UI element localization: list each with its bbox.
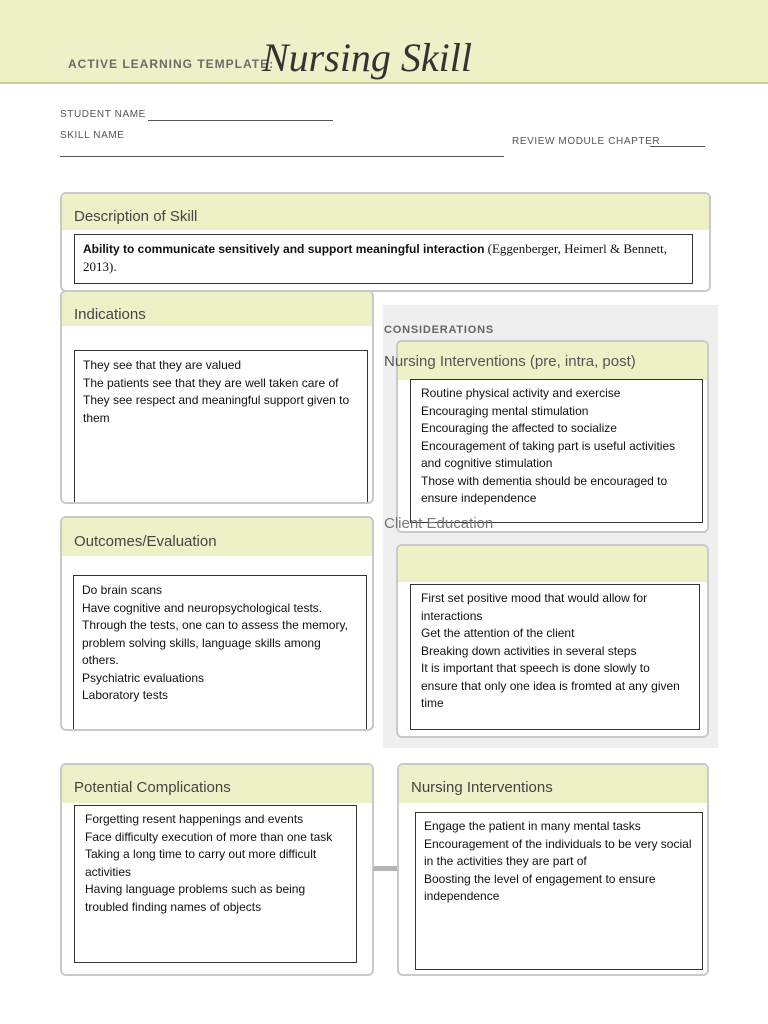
client-education-card bbox=[396, 544, 709, 738]
list-item: First set positive mood that would allow for interactions bbox=[421, 591, 648, 623]
description-card bbox=[60, 192, 711, 292]
connector-bar bbox=[373, 866, 397, 871]
list-item: Psychiatric evaluations bbox=[82, 670, 205, 685]
client-education-title: Client Education bbox=[384, 515, 494, 530]
list-item: The patients see that they are well taken care of bbox=[83, 375, 339, 390]
complications-title: Potential Complications bbox=[62, 765, 372, 803]
client-education-box bbox=[410, 584, 700, 730]
list-item: Have cognitive and neuropsychological tests. bbox=[82, 600, 323, 615]
list-item: Through the tests, one can to assess the memory, problem solving skills, language skills among others. bbox=[82, 618, 348, 667]
list-item: They see that they are valued bbox=[83, 358, 242, 372]
page-title: Nursing Skill bbox=[262, 35, 473, 80]
indications-box bbox=[74, 350, 368, 504]
list-item: Encouraging the affected to socialize bbox=[421, 421, 617, 435]
list-item: Having language problems such as being troubled finding names of objects bbox=[85, 882, 306, 914]
review-module-label: REVIEW MODULE CHAPTER bbox=[512, 136, 661, 147]
nursing-interventions-box bbox=[415, 812, 703, 970]
list-item: Face difficulty execution of more than one task bbox=[85, 829, 333, 844]
review-module-field[interactable] bbox=[650, 146, 705, 147]
description-text: Ability to communicate sensitively and support meaningful interaction bbox=[83, 242, 485, 256]
list-item: Encouragement of taking part is useful activities and cognitive stimulation bbox=[421, 438, 676, 470]
list-item: Forgetting resent happenings and events bbox=[85, 812, 304, 826]
complications-card bbox=[60, 763, 374, 976]
list-item: Do brain scans bbox=[82, 583, 163, 597]
outcomes-title: Outcomes/Evaluation bbox=[62, 518, 372, 556]
complications-box bbox=[74, 805, 357, 963]
client-education-head bbox=[398, 546, 707, 582]
list-item: Boosting the level of engagement to ensure independence bbox=[424, 871, 656, 903]
list-item: Encouragement of the individuals to be very social in the activities they are part of bbox=[424, 836, 692, 868]
template-label: ACTIVE LEARNING TEMPLATE: bbox=[68, 57, 275, 71]
considerations-interventions-box bbox=[410, 379, 703, 523]
student-name-label: STUDENT NAME bbox=[60, 109, 146, 120]
nursing-interventions-card bbox=[397, 763, 709, 976]
list-item: They see respect and meaningful support given to them bbox=[83, 393, 350, 425]
list-item: Laboratory tests bbox=[82, 688, 169, 702]
list-item: Encouraging mental stimulation bbox=[421, 403, 589, 418]
skill-name-field[interactable] bbox=[60, 156, 504, 157]
student-name-field[interactable] bbox=[148, 120, 333, 121]
outcomes-card bbox=[60, 516, 374, 731]
list-item: Taking a long time to carry out more difficult activities bbox=[85, 847, 317, 879]
considerations-label: CONSIDERATIONS bbox=[384, 324, 495, 336]
outcomes-box bbox=[73, 575, 367, 731]
list-item: Those with dementia should be encouraged to ensure independence bbox=[421, 473, 668, 505]
list-item: Engage the patient in many mental tasks bbox=[424, 819, 641, 833]
description-citation: (Eggenberger, Heimerl & Bennett, 2013). bbox=[83, 241, 668, 274]
indications-card bbox=[60, 290, 374, 504]
indications-title: Indications bbox=[62, 292, 372, 326]
considerations-interventions-title: Nursing Interventions (pre, intra, post) bbox=[384, 353, 636, 370]
list-item: Get the attention of the client bbox=[421, 626, 575, 640]
list-item: It is important that speech is done slowly to ensure that only one idea is fromted at any given time bbox=[421, 661, 680, 710]
skill-name-label: SKILL NAME bbox=[60, 130, 125, 141]
nursing-interventions-title: Nursing Interventions bbox=[399, 765, 707, 803]
list-item: Breaking down activities in several steps bbox=[421, 643, 637, 658]
list-item: Routine physical activity and exercise bbox=[421, 386, 621, 400]
description-title: Description of Skill bbox=[62, 194, 709, 230]
description-box bbox=[74, 234, 693, 284]
